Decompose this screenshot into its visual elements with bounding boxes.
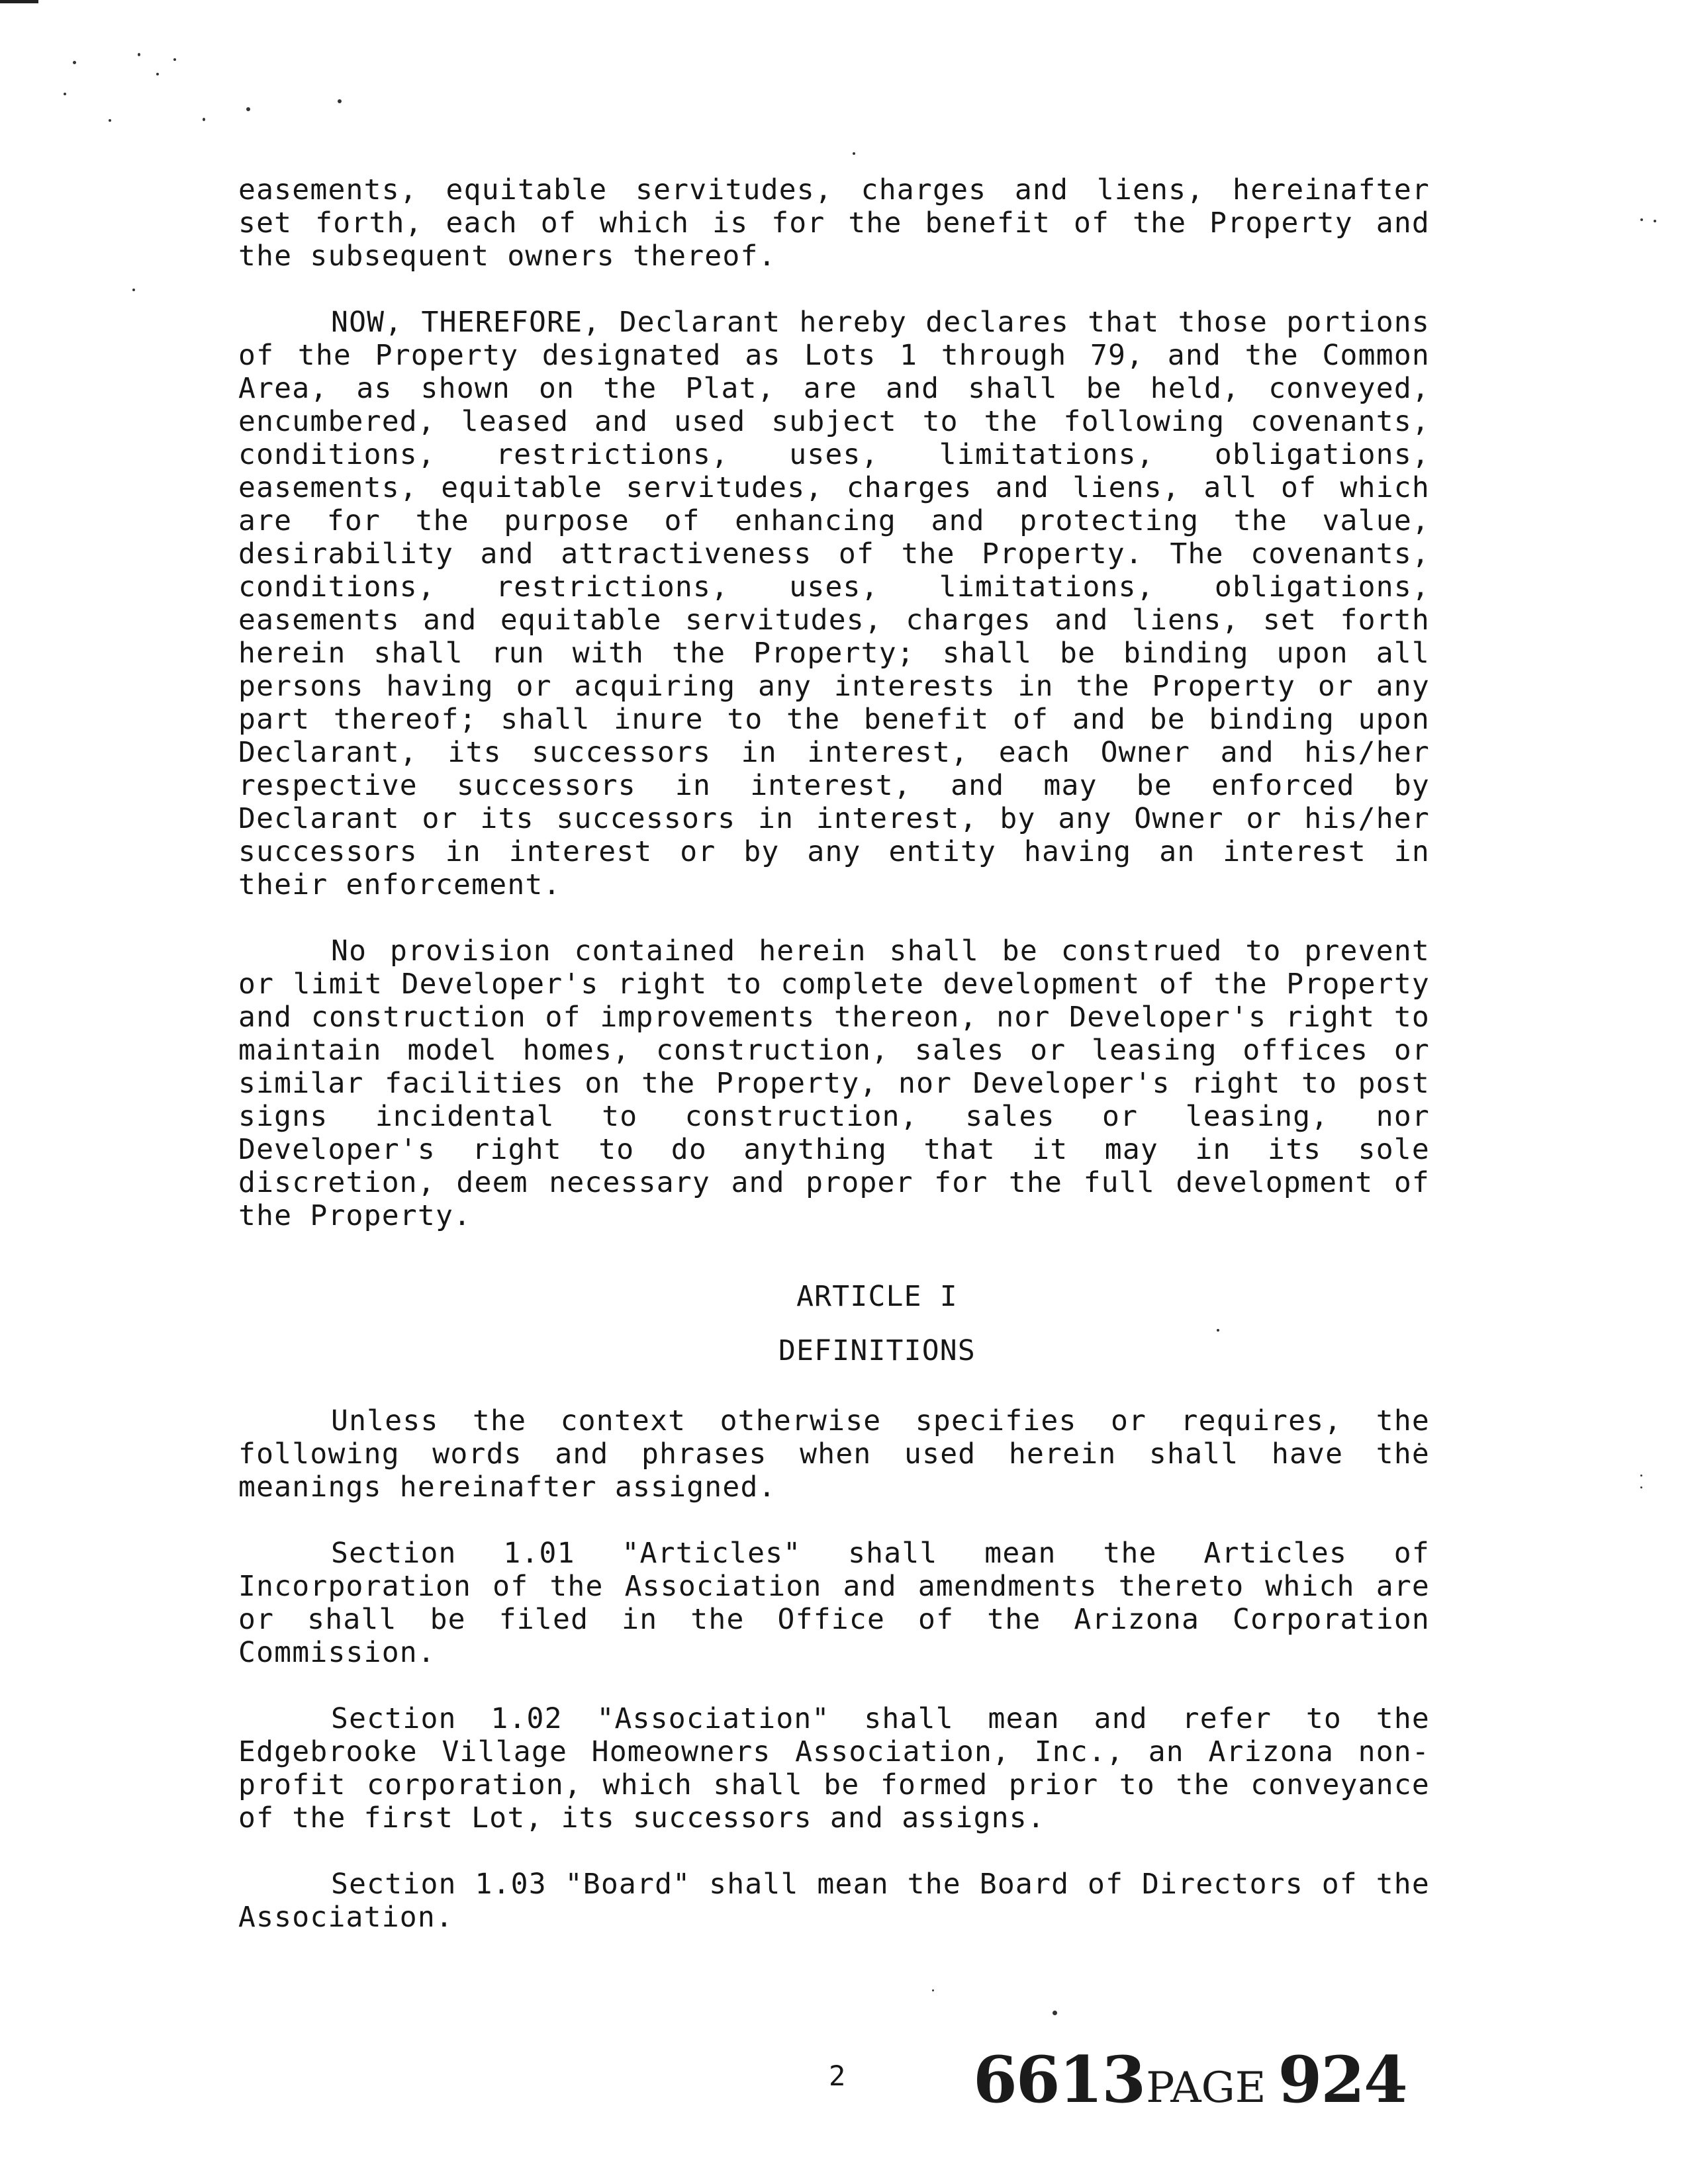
scan-speck <box>64 93 66 95</box>
stamp-page-label: PAGE <box>1146 2064 1266 2113</box>
scan-speck <box>1640 218 1643 221</box>
scan-speck <box>1053 2011 1057 2015</box>
scan-speck <box>109 119 111 122</box>
scan-speck <box>132 289 135 291</box>
scan-speck <box>246 107 250 111</box>
paragraph-easements-continuation: easements, equitable servitudes, charges and liens, hereinafter set forth, each of which is for the benefit of the Property and the subsequent owners thereof. <box>238 173 1430 273</box>
scan-speck <box>156 73 159 75</box>
scan-speck <box>1640 1475 1642 1477</box>
scan-speck <box>203 118 205 121</box>
stamp-book-number: 6613 <box>973 2042 1145 2117</box>
paragraph-declaration: NOW, THEREFORE, Declarant hereby declares that those portions of the Property designated as Lots 1 through 79, and the Common Area, as shown on the Plat, are and shall be held, conveyed, encumbered, leased and used subject to the following covenants, conditions, restrictions, uses, limitations, obligations, easements, equitable servitudes, charges and liens, all of which are for the purpose of enhancing and protecting the value, desirability and attractiveness of the Property. The covenants, conditions, restrictions, uses, limitations, obligations, easements and equitable servitudes, charges and liens, set forth herein shall run with the Property; shall be binding upon all persons having or acquiring any interests in the Property or any part thereof; shall inure to the benefit of and be binding upon Declarant, its successors in interest, each Owner and his/her respective successors in interest, and may be enforced by Declarant or its successors in interest, by any Owner or his/her successors in interest or by any entity having an interest in their enforcement. <box>238 306 1430 901</box>
paragraph-developer-rights: No provision contained herein shall be construed to prevent or limit Developer's right to complete development of the Property and construction of improvements thereon, nor Developer's right to maintain model homes, construction, sales or leasing offices or similar facilities on the Property, nor Developer's right to post signs incidental to construction, sales or leasing, nor Developer's right to do anything that it may in its sole discretion, deem necessary and proper for the full development of the Property. <box>238 934 1430 1232</box>
section-1-02-association: Section 1.02 "Association" shall mean and refer to the Edgebrooke Village Homeowners Association, Inc., an Arizona non-profit corporation, which shall be formed prior to the conveyance of the first Lot, its successors and assigns. <box>238 1702 1430 1835</box>
article-title: DEFINITIONS <box>778 1334 976 1367</box>
paragraph-definitions-intro: Unless the context otherwise specifies or requires, the following words and phrases when used herein shall have the meanings hereinafter assigned. <box>238 1404 1430 1504</box>
section-1-03-board: Section 1.03 "Board" shall mean the Board of Directors of the Association. <box>238 1868 1430 1934</box>
scan-speck <box>932 1989 934 1991</box>
scan-speck <box>73 61 76 64</box>
scan-speck <box>1640 1486 1642 1488</box>
recording-stamp <box>973 2042 1407 2117</box>
scan-speck <box>173 58 176 61</box>
stamp-page-number: 924 <box>1278 2042 1407 2117</box>
page-number: 2 <box>829 2060 846 2092</box>
article-heading: ARTICLE I <box>796 1280 958 1313</box>
scan-speck <box>1654 220 1656 222</box>
scan-speck <box>138 53 140 56</box>
scan-mark <box>0 0 38 3</box>
scan-speck <box>853 152 855 155</box>
scan-speck <box>338 99 342 103</box>
section-1-01-articles: Section 1.01 "Articles" shall mean the Articles of Incorporation of the Association and amendments thereto which are or shall be filed in the Office of the Arizona Corporation Commission. <box>238 1537 1430 1669</box>
document-body <box>238 173 1430 1967</box>
